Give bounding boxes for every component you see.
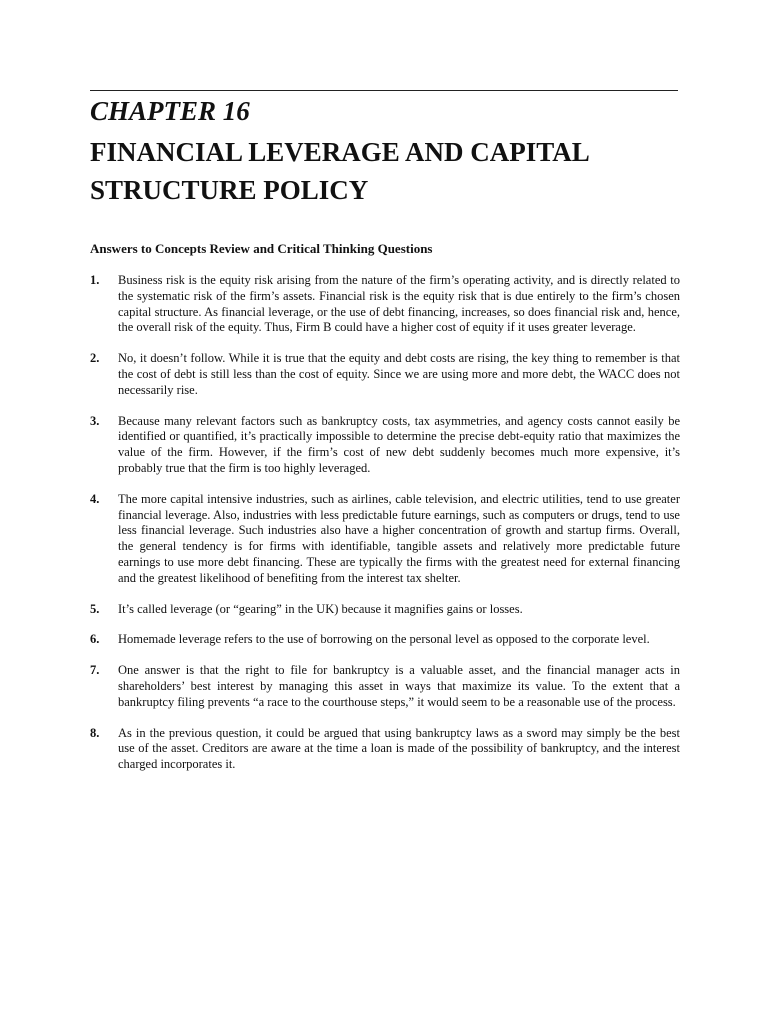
item-number: 3. bbox=[90, 413, 100, 428]
item-text: Homemade leverage refers to the use of borrowing on the personal level as opposed to the corporate level. bbox=[118, 632, 650, 647]
item-number: 4. bbox=[90, 491, 100, 506]
item-text: As in the previous question, it could be argued that using bankruptcy laws as a sword may simply be the best use of the asset. Creditors are aware at the time a loan is made of the possibility of bankruptcy, and the interest charged incorporates it. bbox=[118, 725, 680, 772]
item-text: Business risk is the equity risk arising from the nature of the firm’s operating activity, and is directly related to the systematic risk of the firm’s assets. Financial risk is the equity risk that is due entirely to the firm’s chosen capital structure. As financial leverage, or the use of debt financing, increases, so does financial risk and, hence, the overall risk of the equity. Thus, Firm B could have a higher cost of equity if it uses greater leverage. bbox=[118, 273, 680, 335]
item-number: 7. bbox=[90, 663, 100, 678]
list-item bbox=[90, 273, 680, 336]
item-number: 1. bbox=[90, 273, 100, 287]
list-item bbox=[90, 632, 680, 648]
item-text: No, it doesn’t follow. While it is true that the equity and debt costs are rising, the key thing to remember is that the cost of debt is still less than the cost of equity. Since we are using more and more debt, the WACC does not necessarily rise. bbox=[118, 351, 680, 397]
list-item bbox=[90, 351, 680, 398]
answer-list bbox=[90, 273, 680, 788]
list-item bbox=[90, 726, 680, 773]
item-text: It’s called leverage (or “gearing” in the UK) because it magnifies gains or losses. bbox=[118, 601, 523, 616]
list-item bbox=[90, 414, 680, 477]
item-number: 5. bbox=[90, 601, 100, 616]
item-number: 8. bbox=[90, 725, 100, 740]
item-number: 2. bbox=[90, 351, 100, 366]
section-heading: Answers to Concepts Review and Critical Thinking Questions bbox=[90, 241, 433, 256]
list-item bbox=[90, 663, 680, 710]
item-text: Because many relevant factors such as bankruptcy costs, tax asymmetries, and agency costs cannot easily be identified or quantified, it’s practically impossible to determine the precise debt-equity ratio that maximizes the value of the firm. However, if the firm’s cost of new debt suddenly becomes much more expensive, it’s probably true that the firm is too highly leveraged. bbox=[118, 413, 680, 475]
item-text: One answer is that the right to file for bankruptcy is a valuable asset, and the financial manager acts in shareholders’ best interest by managing this asset in ways that maximize its value. To the extent that a bankruptcy filing prevents “a race to the courthouse steps,” it would seem to be a reasonable use of the process. bbox=[118, 663, 680, 709]
item-number: 6. bbox=[90, 632, 100, 647]
list-item bbox=[90, 492, 680, 587]
list-item bbox=[90, 602, 680, 618]
item-text: The more capital intensive industries, such as airlines, cable television, and electric utilities, tend to use greater financial leverage. Also, industries with less predictable future earnings, such as computers or drugs, tend to use less financial leverage. Such industries also have a higher concentration of growth and startup firms. Overall, the general tendency is for firms with identifiable, tangible assets and relatively more predictable future earnings to use more debt financing. These are typically the firms with the greatest need for external financing and the greatest likelihood of benefiting from the interest tax shelter. bbox=[118, 491, 680, 585]
chapter-title: FINANCIAL LEVERAGE AND CAPITAL STRUCTURE POLICY bbox=[90, 137, 589, 205]
chapter-label: CHAPTER 16 bbox=[90, 96, 250, 126]
header-rule bbox=[90, 90, 678, 91]
